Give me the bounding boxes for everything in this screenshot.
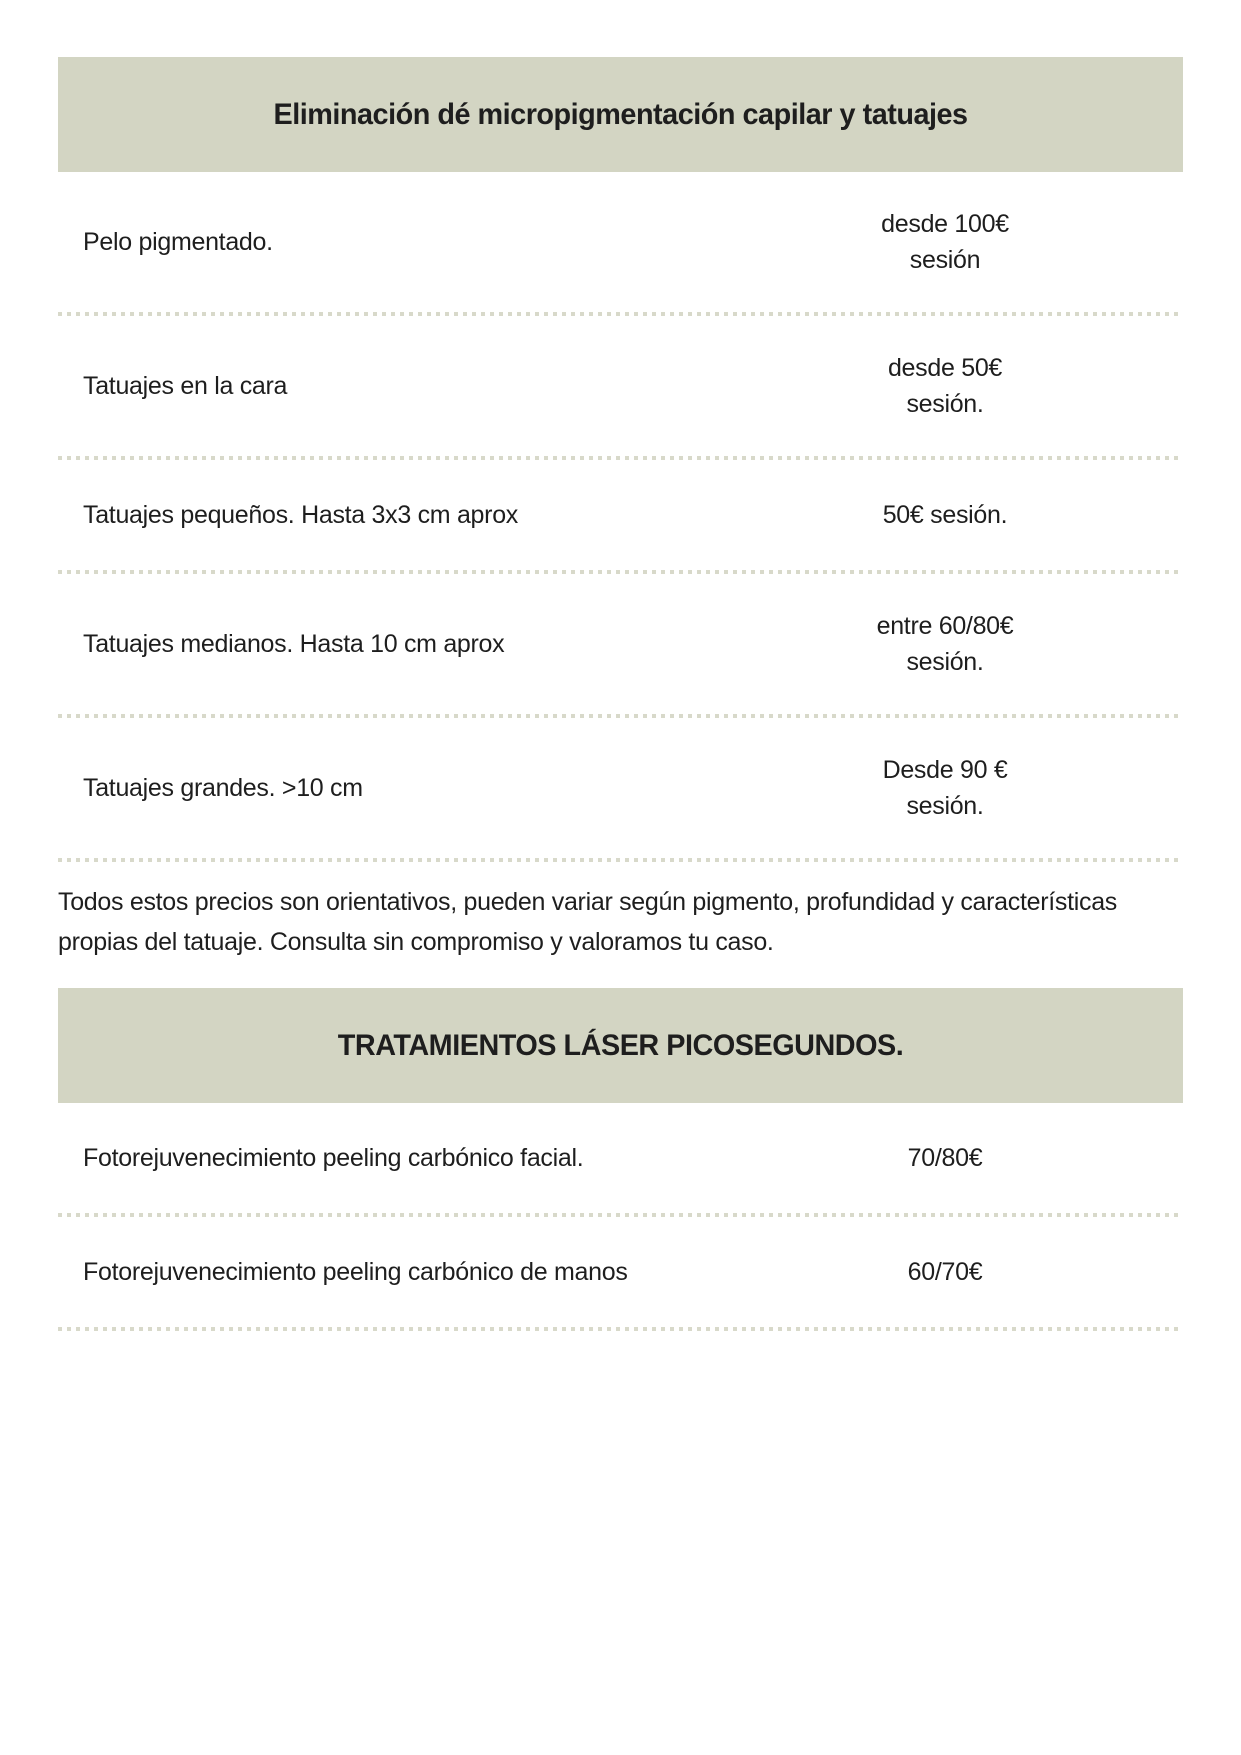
price-line-1: 50€ sesión. (882, 500, 1008, 529)
price-row-tatuajes-grandes (58, 718, 1183, 858)
price-row-pelo-pigmentado (58, 172, 1183, 312)
price-line-1: desde 100€ (881, 209, 1009, 238)
price-row-peeling-manos (58, 1217, 1183, 1327)
disclaimer-note: Todos estos precios son orientativos, pueden variar según pigmento, profundidad y características propias del tatuaje. Consulta sin compromiso y valoramos tu caso. (58, 888, 1118, 956)
service-label: Fotorejuvenecimiento peeling carbónico facial. (83, 1143, 584, 1172)
service-label: Pelo pigmentado. (83, 227, 273, 256)
price-line-1: Desde 90 € (882, 755, 1008, 784)
dotted-separator (58, 1327, 1183, 1331)
price-line-1: 60/70€ (907, 1257, 983, 1286)
price-value (820, 206, 1070, 279)
price-row-tatuajes-cara (58, 316, 1183, 456)
price-line-2: sesión. (906, 648, 984, 676)
price-value (820, 608, 1070, 681)
price-row-peeling-facial (58, 1103, 1183, 1213)
service-label: Tatuajes en la cara (83, 371, 288, 400)
price-line-1: desde 50€ (887, 353, 1003, 382)
service-label: Tatuajes medianos. Hasta 10 cm aprox (83, 629, 505, 658)
price-line-2: sesión. (906, 390, 984, 418)
price-value (820, 497, 1070, 533)
section-header-picosegundos (58, 988, 1183, 1103)
price-value (820, 350, 1070, 423)
price-list-content (58, 57, 1183, 1331)
price-row-tatuajes-pequenos (58, 460, 1183, 570)
service-label: Tatuajes pequeños. Hasta 3x3 cm aprox (83, 500, 518, 529)
section-title: Eliminación dé micropigmentación capilar y tatuajes (273, 97, 968, 131)
price-value (820, 1254, 1070, 1290)
price-line-2: sesión (909, 246, 981, 274)
section-title: TRATAMIENTOS LÁSER PICOSEGUNDOS. (337, 1028, 904, 1062)
price-value (820, 752, 1070, 825)
price-value (820, 1140, 1070, 1176)
price-row-tatuajes-medianos (58, 574, 1183, 714)
price-line-2: sesión. (906, 792, 984, 820)
section-header-micropigmentacion (58, 57, 1183, 172)
price-line-1: 70/80€ (907, 1143, 983, 1172)
price-line-1: entre 60/80€ (876, 611, 1014, 640)
service-label: Tatuajes grandes. >10 cm (83, 773, 363, 802)
service-label: Fotorejuvenecimiento peeling carbónico de manos (83, 1257, 628, 1286)
